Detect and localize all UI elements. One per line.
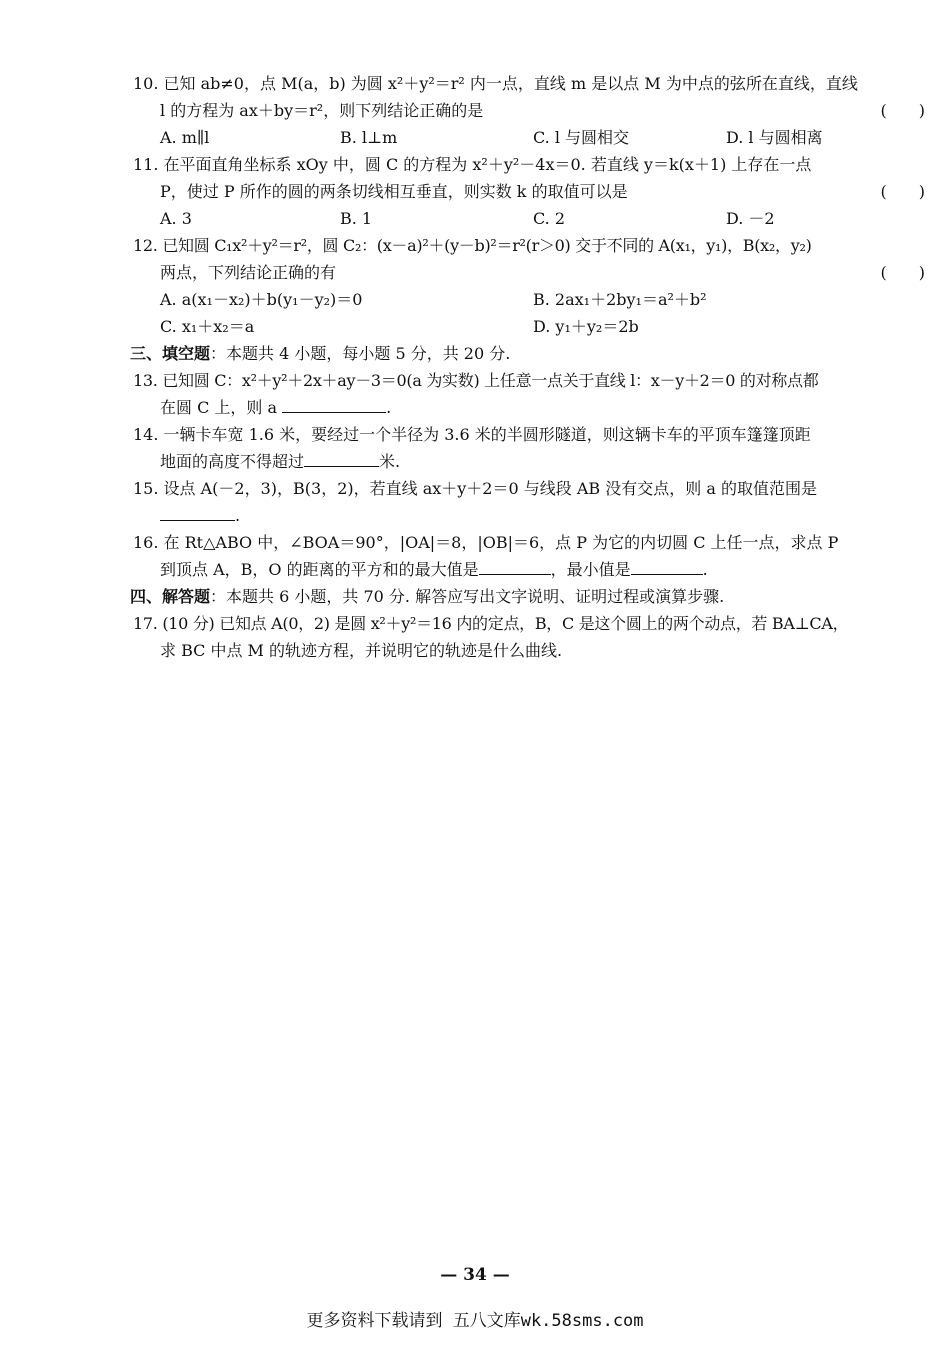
question-13-stem-line1: 13. 已知圆 C：x²＋y²＋2x＋ay－3＝0(a 为实数) 上任意一点关于直线 l：x－y＋2＝0 的对称点都 [133,371,819,390]
fill-blank [160,502,235,521]
question-16-stem-line1: 16. 在 Rt△ABO 中，∠BOA＝90°，|OA|＝8，|OB|＝6，点 P 为它的内切圆 C 上任一点，求点 P [133,533,839,552]
question-16-stem-line2-text: 到顶点 A，B，O 的距离的平方和的最大值是 [160,560,479,579]
question-12 [133,232,925,340]
question-14-end: 米. [379,452,401,471]
section-3-title: 三、填空题 [130,344,211,363]
question-13-stem-line2-text: 在圆 C 上，则 a [160,398,278,417]
question-12-options-row1 [133,286,925,313]
question-13-stem-line2 [133,394,925,421]
question-13 [133,367,925,421]
question-15-end: . [235,506,241,525]
question-14-stem-line1: 14. 一辆卡车宽 1.6 米，要经过一个半径为 3.6 米的半圆形隧道，则这辆卡车的平顶车篷篷顶距 [133,425,811,444]
section-3-desc: ：本题共 4 小题，每小题 5 分，共 20 分. [210,344,511,363]
question-11-stem-line2-text: P，使过 P 所作的圆的两条切线相互垂直，则实数 k 的取值可以是 [160,182,628,201]
question-15-stem-line1: 15. 设点 A(－2，3)，B(3，2)，若直线 ax＋y＋2＝0 与线段 AB 没有交点，则 a 的取值范围是 [133,479,817,498]
fill-blank-max [479,556,551,575]
question-10-options [133,124,925,151]
question-15 [133,475,925,529]
question-11-stem-line1: 11. 在平面直角坐标系 xOy 中，圆 C 的方程为 x²＋y²－4x＝0. 若直线 y＝k(x＋1) 上存在一点 [133,155,812,174]
option-b: B. 2ax₁＋2by₁＝a²＋b² [533,290,707,309]
fill-blank [304,448,379,467]
question-16-min-label: ，最小值是 [550,560,631,579]
question-10-stem-line2-text: l 的方程为 ax＋by＝r²，则下列结论正确的是 [160,101,484,120]
option-c: C. x₁＋x₂＝a [160,317,255,336]
question-14-stem-line2-text: 地面的高度不得超过 [160,452,305,471]
question-13-end: . [386,398,392,417]
question-11-options [133,205,925,232]
section-4-heading [130,583,925,610]
option-a: A. a(x₁－x₂)＋b(y₁－y₂)＝0 [160,290,363,309]
option-b: B. 1 [340,209,373,228]
question-17-stem-line2: 求 BC 中点 M 的轨迹方程，并说明它的轨迹是什么曲线. [160,641,563,660]
option-b: B. l⊥m [340,128,398,147]
fill-blank-min [631,556,703,575]
question-10-stem-line1: 10. 已知 ab≠0，点 M(a，b) 为圆 x²＋y²＝r² 内一点，直线 m 是以点 M 为中点的弦所在直线，直线 [133,74,858,93]
question-16-stem-line2 [133,556,925,583]
question-12-stem-line2 [133,259,925,286]
question-11-stem-line2 [133,178,925,205]
question-15-stem-line2 [133,502,925,529]
option-a: A. 3 [160,209,192,228]
section-4-desc: ：本题共 6 小题，共 70 分. 解答应写出文字说明、证明过程或演算步骤. [210,587,725,606]
question-17-stem-line1: 17. (10 分) 已知点 A(0，2) 是圆 x²＋y²＝16 内的定点，B，C 是这个圆上的两个动点，若 BA⊥CA， [133,614,849,633]
answer-paren: ( ) [880,182,925,201]
exam-content [130,70,925,664]
section-3-heading [130,340,925,367]
answer-paren: ( ) [880,263,925,282]
option-d: D. l 与圆相离 [726,128,823,147]
option-d: D. －2 [726,209,775,228]
question-17 [133,610,925,664]
question-10 [133,70,925,151]
question-16-end: . [702,560,708,579]
option-c: C. 2 [533,209,566,228]
question-11 [133,151,925,232]
source-watermark: 更多资料下载请到 五八文库wk.58sms.com [306,1311,644,1331]
question-12-options-row2 [133,313,925,340]
option-d: D. y₁＋y₂＝2b [533,317,639,336]
answer-paren: ( ) [880,101,925,120]
page-number: — 34 — [440,1265,510,1285]
question-14 [133,421,925,475]
fill-blank [282,394,386,413]
option-a: A. m∥l [160,128,210,147]
question-10-stem-line2 [133,97,925,124]
question-12-stem-line1: 12. 已知圆 C₁x²＋y²＝r²，圆 C₂：(x－a)²＋(y－b)²＝r²(r＞0) 交于不同的 A(x₁，y₁)，B(x₂，y₂) [133,236,812,255]
section-4-title: 四、解答题 [130,587,211,606]
question-16 [133,529,925,583]
option-c: C. l 与圆相交 [533,128,630,147]
question-12-stem-line2-text: 两点，下列结论正确的有 [160,263,337,282]
question-14-stem-line2 [133,448,925,475]
